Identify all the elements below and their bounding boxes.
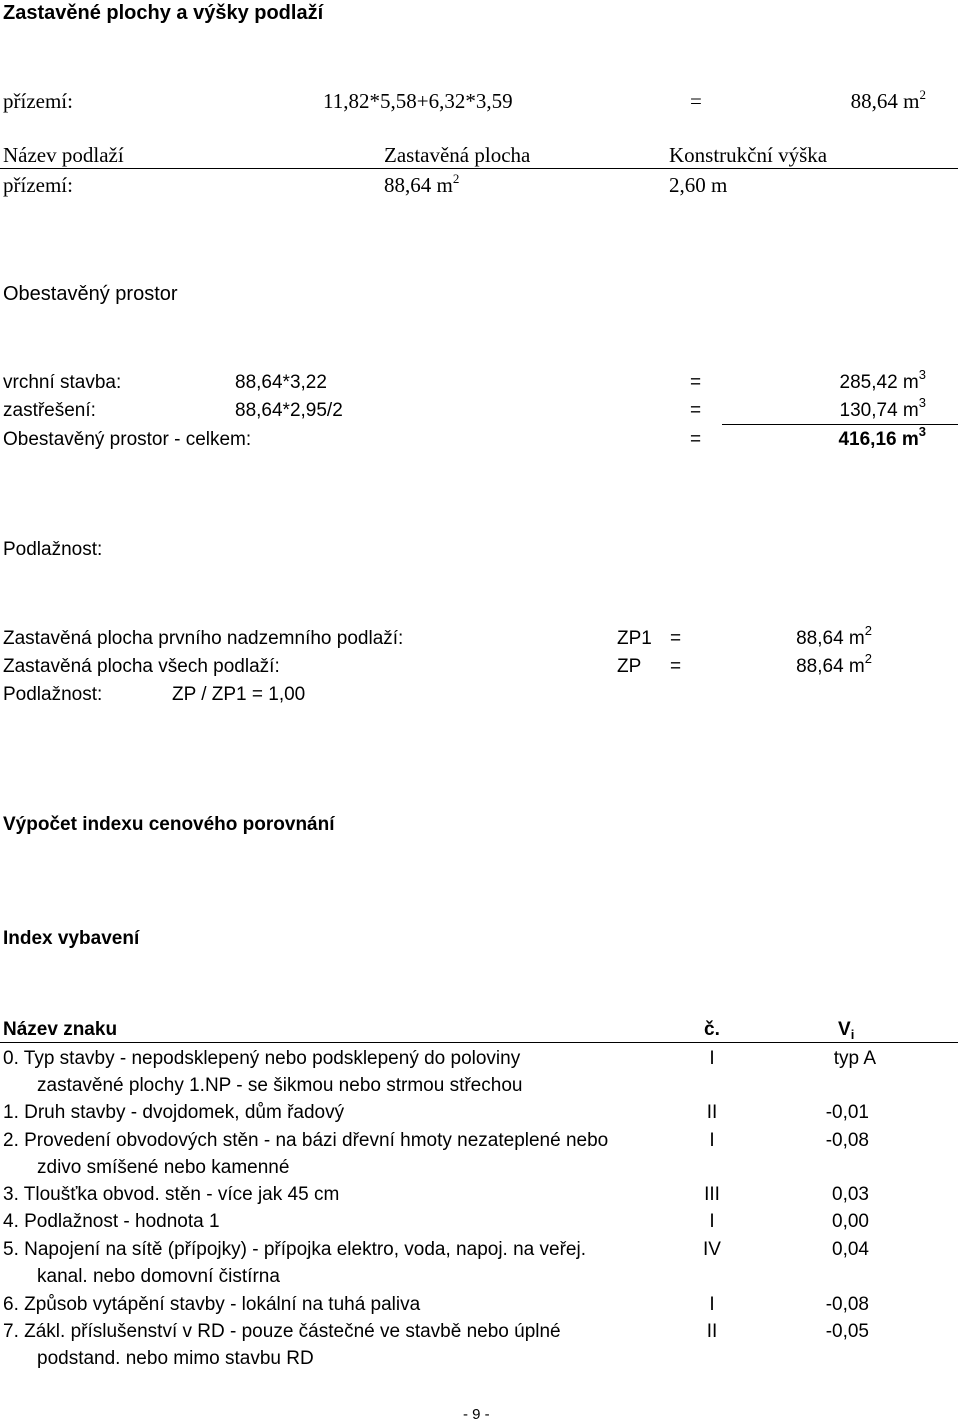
- index-row-number: I: [709, 1211, 715, 1232]
- index-header-name: Název znaku: [3, 1019, 118, 1040]
- index-row-value: -0,01: [825, 1102, 869, 1123]
- floors-header-area: Zastavěná plocha: [384, 143, 531, 167]
- section-heading-volume: Obestavěný prostor: [3, 283, 178, 305]
- prizemi-equals: =: [690, 89, 702, 113]
- index-row-text: 1. Druh stavby - dvojdomek, dům řadový: [3, 1102, 345, 1123]
- volume-row-value: 285,42 $m^3$: [839, 367, 926, 393]
- index-row-text: 5. Napojení na sítě (přípojky) - přípojka elektro, voda, napoj. na veřej.: [3, 1239, 586, 1260]
- index-row-number: I: [709, 1294, 715, 1315]
- section-heading-podlaznost: Podlažnost:: [3, 539, 103, 560]
- volume-total-label: Obestavěný prostor - celkem:: [3, 429, 252, 450]
- podlaznost-row-label: Zastavěná plocha prvního nadzemního podlaží:: [3, 628, 404, 649]
- podlaznost-row-equals: =: [670, 628, 682, 649]
- index-row-value: typ A: [833, 1048, 876, 1069]
- index-row-number: II: [706, 1321, 718, 1342]
- index-header-v: $V_i$: [838, 1019, 855, 1042]
- index-row-text-cont: zdivo smíšené nebo kamenné: [37, 1157, 290, 1178]
- floors-header-name: Název podlaží: [3, 143, 124, 167]
- index-row-number: III: [704, 1184, 720, 1205]
- index-row-text: 0. Typ stavby - nepodsklepený nebo podsklepený do poloviny: [3, 1048, 521, 1069]
- index-row-text: 6. Způsob vytápění stavby - lokální na tuhá paliva: [3, 1294, 421, 1315]
- volume-total-value: 416,16 $m^3$: [838, 424, 926, 450]
- volume-row-value: 130,74 $m^3$: [839, 395, 926, 421]
- index-row-value: 0,04: [832, 1239, 869, 1260]
- podlaznost-row-equals: =: [670, 656, 682, 677]
- floors-row-name: přízemí:: [3, 173, 73, 197]
- index-row-text-cont: podstand. nebo mimo stavbu RD: [37, 1348, 314, 1369]
- volume-row-expression: 88,64*3,22: [235, 372, 327, 393]
- page-heading: Zastavěné plochy a výšky podlaží: [3, 2, 324, 24]
- podlaznost-result-formula: ZP / ZP1 = 1,00: [172, 684, 306, 705]
- index-header-divider: [0, 1042, 958, 1043]
- section-heading-index: Výpočet indexu cenového porovnání: [3, 814, 335, 835]
- volume-row-expression: 88,64*2,95/2: [235, 400, 343, 421]
- podlaznost-row-code: ZP1: [617, 628, 652, 649]
- volume-row-label: vrchní stavba:: [3, 372, 122, 393]
- floors-row-height: 2,60 m: [669, 173, 728, 197]
- index-row-number: I: [709, 1130, 715, 1151]
- index-row-value: -0,08: [825, 1130, 869, 1151]
- index-row-text-cont: zastavěné plochy 1.NP - se šikmou nebo strmou střechou: [37, 1075, 523, 1096]
- index-row-text: 3. Tloušťka obvod. stěn - více jak 45 cm: [3, 1184, 340, 1205]
- prizemi-value: 88,64 $m^2$: [850, 87, 926, 113]
- index-row-text: 2. Provedení obvodových stěn - na bázi dřevní hmoty nezateplené nebo: [3, 1130, 609, 1151]
- floors-header-divider: [0, 168, 958, 169]
- index-row-value: -0,08: [825, 1294, 869, 1315]
- volume-total-equals: =: [690, 429, 702, 450]
- index-row-number: II: [706, 1102, 718, 1123]
- page-number: - 9 -: [463, 1406, 490, 1423]
- podlaznost-result-label: Podlažnost:: [3, 684, 103, 705]
- section-heading-vybaveni: Index vybavení: [3, 928, 140, 949]
- prizemi-label: přízemí:: [3, 89, 73, 113]
- index-row-text: 7. Zákl. příslušenství v RD - pouze částečné ve stavbě nebo úplné: [3, 1321, 561, 1342]
- prizemi-expression: 11,82*5,58+6,32*3,59: [323, 89, 513, 113]
- volume-row-equals: =: [690, 400, 702, 421]
- index-row-text: 4. Podlažnost - hodnota 1: [3, 1211, 220, 1232]
- podlaznost-row-value: 88,64 $m^2$: [796, 623, 872, 649]
- index-header-number: č.: [704, 1019, 720, 1040]
- volume-row-label: zastřešení:: [3, 400, 96, 421]
- index-row-text-cont: kanal. nebo domovní čistírna: [37, 1266, 280, 1287]
- floors-header-height: Konstrukční výška: [669, 143, 828, 167]
- index-row-number: I: [709, 1048, 715, 1069]
- podlaznost-row-label: Zastavěná plocha všech podlaží:: [3, 656, 280, 677]
- volume-row-equals: =: [690, 372, 702, 393]
- floors-row-area: 88,64 $m^2$: [384, 171, 460, 197]
- index-row-value: -0,05: [825, 1321, 869, 1342]
- index-row-value: 0,00: [832, 1211, 869, 1232]
- index-row-value: 0,03: [832, 1184, 869, 1205]
- index-row-number: IV: [703, 1239, 721, 1260]
- podlaznost-row-code: ZP: [617, 656, 642, 677]
- podlaznost-row-value: 88,64 $m^2$: [796, 651, 872, 677]
